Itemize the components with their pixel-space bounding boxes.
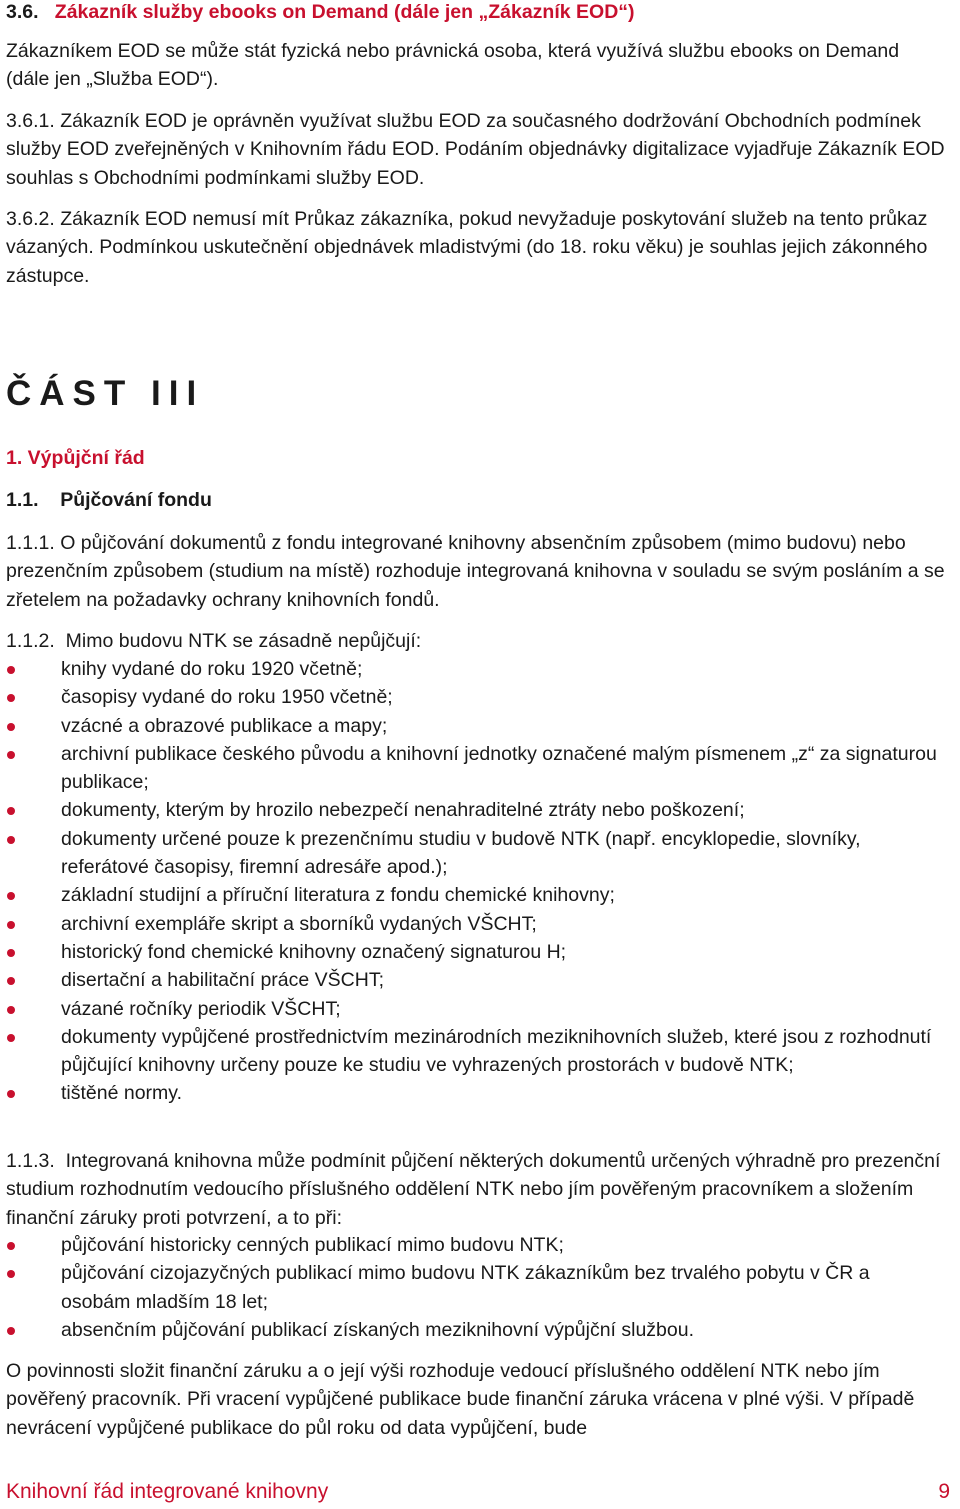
list-item: půjčování cizojazyčných publikací mimo budovu NTK zákazníkům bez trvalého pobytu v ČR a osobám mladším 18 let; bbox=[6, 1259, 941, 1316]
section-intro: Zákazníkem EOD se může stát fyzická nebo právnická osoba, která využívá službu ebooks on Demand (dále jen „Služba EOD“). bbox=[6, 40, 900, 91]
page-footer bbox=[6, 1478, 950, 1506]
paragraph-number: 1.1.3. bbox=[6, 1150, 55, 1172]
paragraph-text: Zákazník EOD je oprávněn využívat službu EOD za současného dodržování Obchodních podmínek služby EOD zveřejněných v Knihovním řádu EOD. Podáním objednávky digitalizace vyjadřuje Zákazník EOD souhlas s Obchodními podmínkami služby EOD. bbox=[6, 110, 945, 189]
list-item: půjčování historicky cenných publikací mimo budovu NTK; bbox=[6, 1231, 941, 1259]
subsection-title: Půjčování fondu bbox=[60, 489, 212, 511]
chapter-heading: 1. Výpůjční řád bbox=[6, 447, 145, 469]
paragraph-3-6-2 bbox=[6, 205, 950, 290]
paragraph-1-1-2 bbox=[6, 627, 950, 655]
paragraph-text: Mimo budovu NTK se zásadně nepůjčují: bbox=[65, 630, 422, 652]
paragraph-number: 1.1.2. bbox=[6, 630, 55, 652]
page-number: 9 bbox=[938, 1480, 950, 1503]
paragraph-text: Integrovaná knihovna může podmínit půjčení některých dokumentů určených výhradně pro prezenční studium rozhodnutím vedoucího příslušného oddělení NTK nebo jím pověřeným pracovníkem a složením finanční záruky proti potvrzení, a to při: bbox=[6, 1150, 941, 1229]
paragraph-number: 3.6.1. bbox=[6, 110, 55, 132]
section-number: 3.6. bbox=[6, 1, 39, 23]
list-item: knihy vydané do roku 1920 včetně; bbox=[6, 655, 941, 683]
list-item: dokumenty vypůjčené prostřednictvím mezinárodních meziknihovních služeb, které jsou z rozhodnutí půjčující knihovny určeny pouze ke studiu ve vyhrazených prostorách v budově NTK; bbox=[6, 1023, 941, 1080]
paragraph-1-1-1 bbox=[6, 529, 950, 614]
list-item: dokumenty, kterým by hrozilo nebezpečí nenahraditelné ztráty nebo poškození; bbox=[6, 796, 941, 824]
paragraph-text: O půjčování dokumentů z fondu integrované knihovny absenčním způsobem (mimo budovu) nebo prezenčním způsobem (studium na místě) rozhoduje integrovaná knihovna v souladu se svým posláním a se zřetelem na požadavky ochrany knihovních fondů. bbox=[6, 532, 945, 611]
subsection-heading bbox=[6, 488, 212, 512]
closing-paragraph: O povinnosti složit finanční záruku a o její výši rozhoduje vedoucí příslušného oddělení NTK nebo jím pověřený pracovník. Při vracení vypůjčené publikace bude finanční záruka vrácena v plné výši. V případě nevrácení vypůjčené publikace do půl roku od data vypůjčení, bude bbox=[6, 1360, 915, 1439]
list-item: vzácné a obrazové publikace a mapy; bbox=[6, 712, 941, 740]
part-title: ČÁST III bbox=[6, 374, 205, 413]
list-item: tištěné normy. bbox=[6, 1079, 941, 1107]
list-item: archivní exempláře skript a sborníků vydaných VŠCHT; bbox=[6, 910, 941, 938]
section-heading bbox=[6, 0, 635, 24]
list-item: disertační a habilitační práce VŠCHT; bbox=[6, 966, 941, 994]
footer-title: Knihovní řád integrované knihovny bbox=[6, 1480, 329, 1503]
paragraph-text: Zákazník EOD nemusí mít Průkaz zákazníka, pokud nevyžaduje poskytování služeb na tento průkaz vázaných. Podmínkou uskutečnění objednávek mladistvými (do 18. roku věku) je souhlas jejich zákonného zástupce. bbox=[6, 208, 928, 287]
list-item: historický fond chemické knihovny označený signaturou H; bbox=[6, 938, 941, 966]
section-title: Zákazník služby ebooks on Demand (dále jen „Zákazník EOD“) bbox=[54, 1, 635, 23]
subsection-number: 1.1. bbox=[6, 489, 39, 511]
list-item: časopisy vydané do roku 1950 včetně; bbox=[6, 683, 941, 711]
excluded-items-list bbox=[6, 655, 941, 1108]
list-item: základní studijní a příruční literatura z fondu chemické knihovny; bbox=[6, 881, 941, 909]
list-item: absenčním půjčování publikací získaných meziknihovní výpůjční službou. bbox=[6, 1316, 941, 1344]
deposit-cases-list bbox=[6, 1231, 941, 1344]
list-item: vázané ročníky periodik VŠCHT; bbox=[6, 995, 941, 1023]
list-item: dokumenty určené pouze k prezenčnímu studiu v budově NTK (např. encyklopedie, slovníky, referátové časopisy, firemní adresáře apod.); bbox=[6, 825, 941, 882]
paragraph-number: 3.6.2. bbox=[6, 208, 55, 230]
paragraph-number: 1.1.1. bbox=[6, 532, 55, 554]
list-item: archivní publikace českého původu a knihovní jednotky označené malým písmenem „z“ za signaturou publikace; bbox=[6, 740, 941, 797]
paragraph-1-1-3 bbox=[6, 1147, 950, 1232]
paragraph-3-6-1 bbox=[6, 107, 950, 192]
